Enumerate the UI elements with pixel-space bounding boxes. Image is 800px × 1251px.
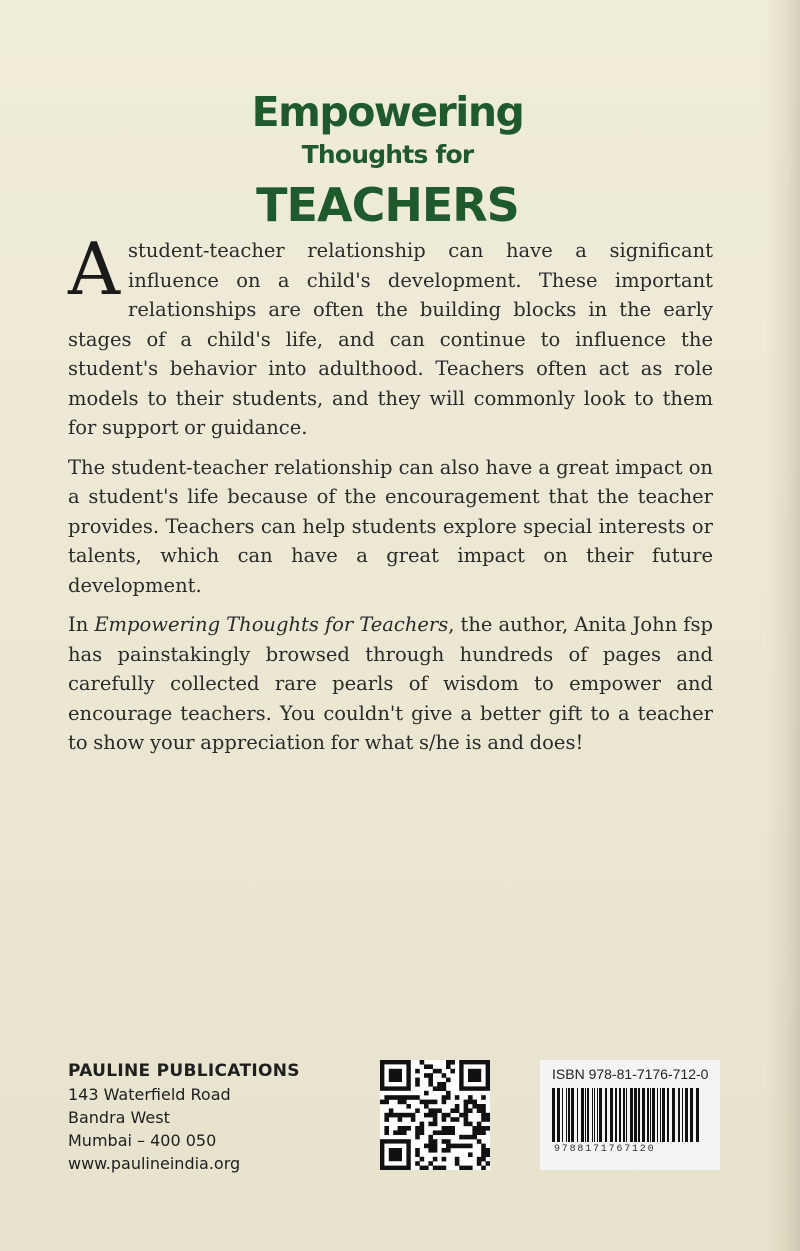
title-line-2: Thoughts for <box>301 140 474 169</box>
qr-code-icon <box>380 1060 490 1170</box>
isbn-label: ISBN 978-81-7176-712-0 <box>552 1066 709 1082</box>
blurb-paragraph-1 <box>68 227 713 443</box>
publisher-name: PAULINE PUBLICATIONS <box>68 1061 300 1081</box>
barcode-icon <box>552 1088 708 1142</box>
isbn-barcode <box>540 1060 720 1170</box>
paragraph-1-text: student-teacher relationship can have a significant influence on a child's development. These important relationships are often the building blocks in the early stages of a child's life, and can continue to influence the student's behavior into adulthood. Teachers often act as role models to their students, and they will commonly look to them for support or guidance. <box>68 239 713 439</box>
publisher-address-1: 143 Waterfield Road <box>68 1085 231 1104</box>
publisher-address-2: Bandra West <box>68 1108 170 1127</box>
barcode-digits: 9788171767120 <box>554 1144 656 1155</box>
publisher-website: www.paulineindia.org <box>68 1154 241 1173</box>
paragraph-3-end: , the author, Anita John fsp has painstakingly browsed through hundreds of pages and carefully collected rare pearls of wisdom to empower and encourage teachers. You couldn't give a better gift to a teacher to show your appreciation for what s/he is and does! <box>68 613 713 754</box>
publisher-address-3: Mumbai – 400 050 <box>68 1131 217 1150</box>
book-title-italic: Empowering Thoughts for Teachers <box>94 613 449 636</box>
title-line-3: TEACHERS <box>256 178 519 232</box>
blurb-paragraph-3 <box>68 610 713 758</box>
title-line-1: Empowering <box>251 88 524 136</box>
blurb-paragraph-2: The student-teacher relationship can also have a great impact on a student's life because of the encouragement that the teacher provides. Teachers can help students explore special interests or talents, which can have a great impact on their future development. <box>68 455 713 597</box>
blurb <box>68 227 713 768</box>
publisher-block <box>68 1060 300 1175</box>
drop-cap: A <box>68 227 120 311</box>
paragraph-3-start: In <box>68 613 95 636</box>
